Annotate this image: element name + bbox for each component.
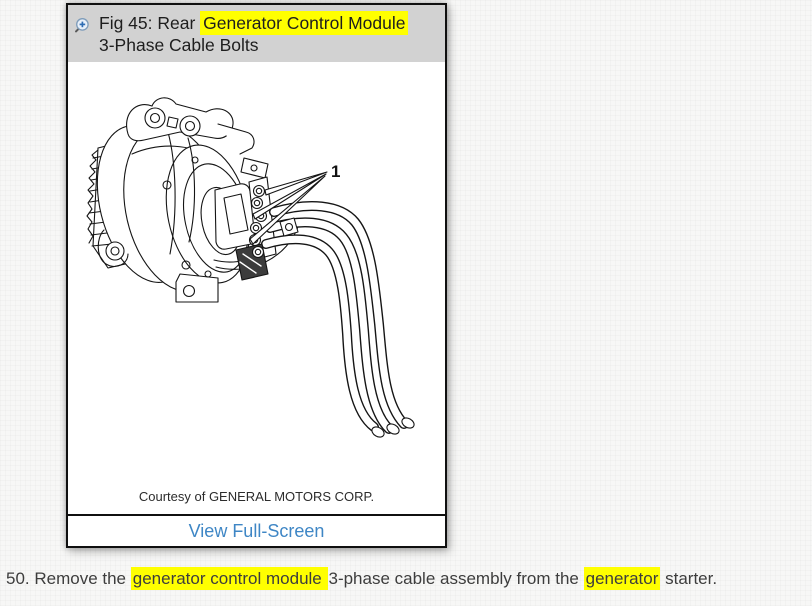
three-phase-cables [266, 206, 416, 439]
image-caption: Courtesy of GENERAL MOTORS CORP. [138, 489, 375, 504]
figure-footer [68, 514, 445, 546]
step-highlight-module: generator control module [132, 569, 327, 588]
figure-title-highlight: Generator Control Module [200, 11, 408, 35]
step-prefix: 50. Remove the [6, 569, 131, 588]
step-highlight-generator: generator [585, 569, 659, 588]
figure-panel [66, 3, 447, 548]
step-suffix: starter. [660, 569, 718, 588]
step-instruction [6, 569, 717, 589]
callout-label-1: 1 [331, 162, 341, 181]
view-fullscreen-link[interactable]: View Full-Screen [188, 520, 325, 541]
step-middle: 3-phase cable assembly from the [328, 569, 584, 588]
figure-image-area[interactable] [68, 62, 445, 514]
figure-title-prefix: Fig 45: Rear [99, 13, 201, 33]
generator-diagram [68, 62, 445, 514]
figure-title [99, 13, 408, 56]
figure-title-line2: 3-Phase Cable Bolts [99, 34, 259, 55]
magnifier-plus-icon[interactable] [74, 17, 91, 34]
generator-mount-foot [176, 274, 218, 302]
cable-fitting [280, 218, 298, 236]
upper-bracket [241, 158, 268, 178]
figure-header [68, 5, 445, 62]
